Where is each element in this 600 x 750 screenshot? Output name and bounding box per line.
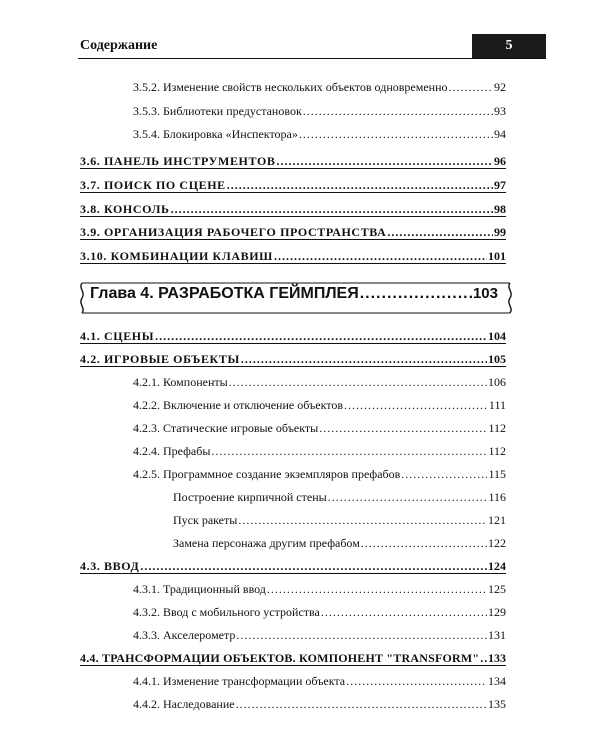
toc-entry[interactable] [133,104,506,119]
toc-subentry-title: Замена персонажа другим префабом [173,536,360,550]
toc-section-page: 98 [494,202,506,216]
dot-leader [328,490,488,505]
dot-leader [344,398,488,413]
toc-entry-page: 131 [488,628,506,642]
toc-entry-title: 4.3.3. Акселерометр [133,628,236,642]
toc-section-page: 133 [488,651,506,665]
toc-section-title: 3.9. ОРГАНИЗАЦИЯ РАБОЧЕГО ПРОСТРАНСТВА [80,225,387,239]
toc-entry-title: 4.3.2. Ввод с мобильного устройства [133,605,320,619]
toc-section-title: 4.3. ВВОД [80,559,140,573]
toc-entry-title: 4.2.5. Программное создание экземпляров префабов [133,467,401,481]
dot-leader [229,375,487,390]
toc-entry[interactable] [133,674,506,689]
toc-entry[interactable] [133,467,506,482]
toc-entry[interactable] [133,127,506,142]
toc-section-page: 97 [494,178,506,192]
toc-subentry[interactable] [173,536,506,551]
section-rule [80,573,506,574]
toc-entry-title: 4.3.1. Традиционный ввод [133,582,266,596]
toc-section-title: 3.7. ПОИСК ПО СЦЕНЕ [80,178,226,192]
toc-entry-title: 4.2.4. Префабы [133,444,211,458]
toc-subentry-page: 116 [488,490,506,504]
toc-entry-page: 115 [488,467,506,481]
toc-entry-page: 106 [488,375,506,389]
toc-entry-title: 4.2.3. Статические игровые объекты [133,421,319,435]
toc-entry-page: 112 [488,444,506,458]
dot-leader [361,536,487,551]
dot-leader [140,559,487,574]
toc-entry-page: 134 [488,674,506,688]
toc-section[interactable] [80,352,506,367]
dot-leader [236,628,487,643]
toc-section[interactable] [80,559,506,574]
toc-subentry[interactable] [173,513,506,528]
section-rule [80,192,506,193]
dot-leader [276,154,493,169]
toc-entry-title: 4.2.1. Компоненты [133,375,228,389]
toc-section-title: 4.4. ТРАНСФОРМАЦИИ ОБЪЕКТОВ. КОМПОНЕНТ "TRANSFORM" [80,651,480,665]
toc-section-page: 99 [494,225,506,239]
toc-entry-title: 4.4.2. Наследование [133,697,235,711]
toc-section[interactable] [80,154,506,169]
dot-leader [346,674,487,689]
toc-entry-page: 112 [488,421,506,435]
dot-leader [401,467,487,482]
toc-section-title: 3.6. ПАНЕЛЬ ИНСТРУМЕНТОВ [80,154,276,168]
toc-subentry[interactable] [173,490,506,505]
chapter-title: Глава 4. РАЗРАБОТКА ГЕЙМПЛЕЯ [90,285,359,302]
dot-leader [449,80,494,95]
toc-entry-page: 129 [488,605,506,619]
dot-leader [238,513,487,528]
toc-section-page: 101 [488,249,506,263]
toc-entry-title: 3.5.3. Библиотеки предустановок [133,104,302,118]
section-rule [80,343,506,344]
toc-section-page: 104 [488,329,506,343]
toc-section[interactable] [80,329,506,344]
section-rule [80,168,506,169]
toc-entry[interactable] [133,421,506,436]
header-title: Содержание [80,38,158,53]
chapter-page: 103 [472,285,498,302]
toc-section-page: 105 [488,352,506,366]
toc-section-page: 124 [488,559,506,573]
toc-section[interactable] [80,202,506,217]
toc-entry[interactable] [133,605,506,620]
toc-subentry-title: Построение кирпичной стены [173,490,327,504]
dot-leader [321,605,487,620]
dot-leader [227,178,493,193]
toc-section-title: 3.8. КОНСОЛЬ [80,202,170,216]
toc-entry-title: 4.4.1. Изменение трансформации объекта [133,674,346,688]
chapter-title-row [90,285,498,303]
section-rule [80,263,506,264]
dot-leader [236,697,487,712]
toc-entry-title: 3.5.4. Блокировка «Инспектора» [133,127,298,141]
dot-leader [274,249,487,264]
chapter-banner[interactable] [76,282,516,314]
toc-section-title: 4.2. ИГРОВЫЕ ОБЪЕКТЫ [80,352,240,366]
page-number: 5 [505,38,513,53]
toc-entry-page: 92 [494,80,506,94]
toc-entry-title: 3.5.2. Изменение свойств нескольких объектов одновременно [133,80,448,94]
toc-entry-page: 125 [488,582,506,596]
toc-entry[interactable] [133,582,506,597]
toc-entry[interactable] [133,628,506,643]
toc-entry-page: 135 [488,697,506,711]
toc-section[interactable] [80,178,506,193]
section-rule [80,366,506,367]
toc-entry[interactable] [133,444,506,459]
toc-entry-page: 94 [494,127,506,141]
dot-leader [299,127,493,142]
toc-subentry-title: Пуск ракеты [173,513,238,527]
dot-leader [319,421,487,436]
dot-leader [171,202,493,217]
toc-section[interactable] [80,249,506,264]
toc-section[interactable] [80,651,506,666]
page-header [78,34,546,59]
toc-subentry-page: 122 [488,536,506,550]
toc-subentry-page: 121 [488,513,506,527]
toc-section-page: 96 [494,154,506,168]
toc-section-title: 3.10. КОМБИНАЦИИ КЛАВИШ [80,249,273,263]
toc-entry-title: 4.2.2. Включение и отключение объектов [133,398,343,412]
dot-leader [211,444,487,459]
section-rule [80,665,506,666]
section-rule [80,239,506,240]
toc-entry-page: 111 [488,398,506,412]
dot-leader [303,104,493,119]
dot-leader [360,285,472,303]
dot-leader [155,329,487,344]
toc-section[interactable] [80,225,506,240]
dot-leader [241,352,487,367]
dot-leader [267,582,487,597]
toc-entry[interactable] [133,375,506,390]
toc-entry[interactable] [133,80,506,95]
dot-leader [480,651,487,666]
toc-entry[interactable] [133,398,506,413]
dot-leader [387,225,493,240]
toc-entry[interactable] [133,697,506,712]
toc-section-title: 4.1. СЦЕНЫ [80,329,155,343]
section-rule [80,216,506,217]
toc-entry-page: 93 [494,104,506,118]
page-number-box [472,34,546,58]
